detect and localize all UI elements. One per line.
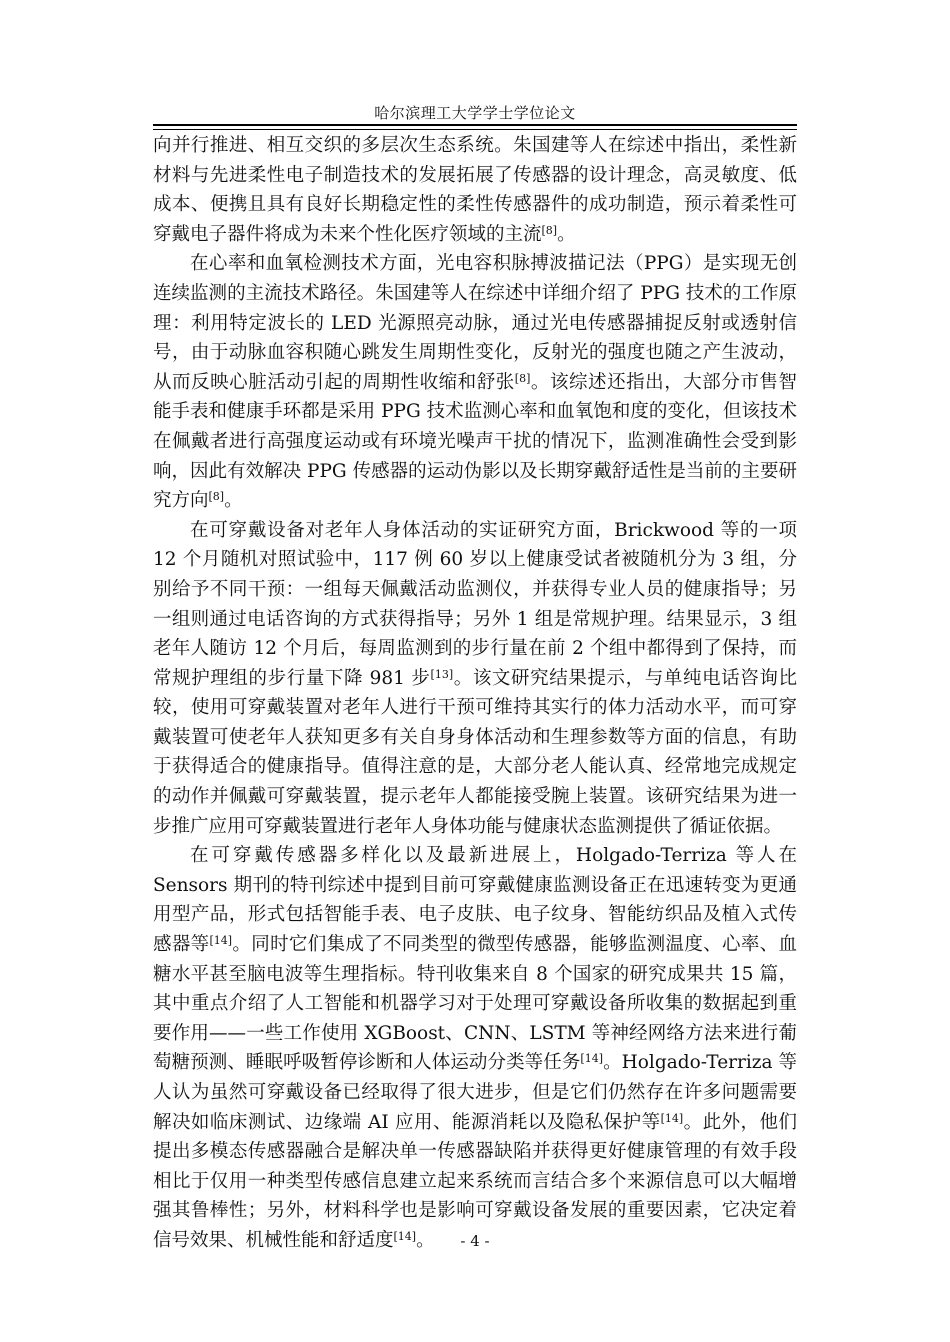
paragraph-text: 。 bbox=[224, 490, 243, 512]
citation-ref: [14] bbox=[660, 1111, 684, 1125]
running-header: 哈尔滨理工大学学士学位论文 bbox=[374, 104, 576, 122]
body-text bbox=[153, 131, 797, 1256]
paragraph bbox=[153, 249, 797, 515]
page-number: - 4 - bbox=[460, 1232, 490, 1250]
paragraph bbox=[153, 841, 797, 1255]
paragraph-text: 。同时它们集成了不同类型的微型传感器，能够监测温度、心率、血糖水平甚至脑电波等生理指标。特刊收集来自 8 个国家的研究成果共 15 篇，其中重点介绍了人工智能和机器学习对于处理可穿戴设备所收集的数据起到重要作用——一些工作使用 XGBoost、CNN、LSTM 等神经网络方法来进行葡萄糖预测、睡眠呼吸暂停诊断和人体运动分类等任务 bbox=[153, 934, 797, 1074]
paragraph-text: 。此外，他们提出多模态传感器融合是解决单一传感器缺陷并获得更好健康管理的有效手段相比于仅用一种类型传感信息建立起来系统而言结合多个来源信息可以大幅增强其鲁棒性；另外，材料科学也是影响可穿戴设备发展的重要因素，它决定着信号效果、机械性能和舒适度 bbox=[153, 1111, 797, 1251]
paragraph bbox=[153, 516, 797, 842]
header-rule-thick bbox=[153, 124, 797, 126]
citation-ref: [14] bbox=[580, 1052, 603, 1066]
paragraph-text: 在可穿戴设备对老年人身体活动的实证研究方面，Brickwood 等的一项 12 个月随机对照试验中，117 例 60 岁以上健康受试者被随机分为 3 组，分别给予不同干预：一组每天佩戴活动监测仪，并获得专业人员的健康指导；另一组则通过电话咨询的方式获得指导；另外 1 组是常规护理。结果显示，3 组老年人随访 12 个月后，每周监测到的步行量在前 2 个组中都得到了保持，而常规护理组的步行量下降 981 步 bbox=[153, 519, 797, 689]
citation-ref: [8] bbox=[514, 371, 531, 385]
citation-ref: [14] bbox=[393, 1229, 417, 1243]
paragraph-text: 。 bbox=[557, 223, 576, 245]
paragraph-text: 向并行推进、相互交织的多层次生态系统。朱国建等人在综述中指出，柔性新材料与先进柔性电子制造技术的发展拓展了传感器的设计理念，高灵敏度、低成本、便携且具有良好长期稳定性的柔性传感器件的成功制造，预示着柔性可穿戴电子器件将成为未来个性化医疗领域的主流 bbox=[153, 135, 797, 245]
paragraph-text: 。Holgado-Terriza 等人认为虽然可穿戴设备已经取得了很大进步，但是它们仍然存在许多问题需要解决如临床测试、边缘端 AI 应用、能源消耗以及隐私保护等 bbox=[153, 1052, 797, 1133]
citation-ref: [13] bbox=[430, 667, 454, 681]
paragraph-text: 在心率和血氧检测技术方面，光电容积脉搏波描记法（PPG）是实现无创连续监测的主流技术路径。朱国建等人在综述中详细介绍了 PPG 技术的工作原理：利用特定波长的 LED 光源照亮动脉，通过光电传感器捕捉反射或透射信号，由于动脉血容积随心跳发生周期性变化，反射光的强度也随之产生波动，从而反映心脏活动引起的周期性收缩和舒张 bbox=[153, 253, 797, 393]
citation-ref: [8] bbox=[208, 490, 225, 504]
citation-ref: [14] bbox=[209, 934, 233, 948]
paragraph bbox=[153, 131, 797, 249]
header-rule-thin bbox=[153, 129, 797, 130]
paragraph-text: 。 bbox=[416, 1229, 435, 1251]
citation-ref: [8] bbox=[541, 223, 558, 237]
paragraph-text: 在可穿戴传感器多样化以及最新进展上，Holgado-Terriza 等人在 Sensors 期刊的特刊综述中提到目前可穿戴健康监测设备正在迅速转变为更通用型产品，形式包括智能手表、电子皮肤、电子纹身、智能纺织品及植入式传感器等 bbox=[153, 845, 797, 956]
paragraph-text: 。该综述还指出，大部分市售智能手表和健康手环都是采用 PPG 技术监测心率和血氧饱和度的变化，但该技术在佩戴者进行高强度运动或有环境光噪声干扰的情况下，监测准确性会受到影响，因此有效解决 PPG 传感器的运动伪影以及长期穿戴舒适性是当前的主要研究方向 bbox=[153, 371, 797, 512]
paragraph-text: 。该文研究结果提示，与单纯电话咨询比较，使用可穿戴装置对老年人进行干预可维持其实行的体力活动水平，而可穿戴装置可使老年人获知更多有关自身身体活动和生理参数等方面的信息，有助于获得适合的健康指导。值得注意的是，大部分老人能认真、经常地完成规定的动作并佩戴可穿戴装置，提示老年人都能接受腕上装置。该研究结果为进一步推广应用可穿戴装置进行老年人身体功能与健康状态监测提供了循证依据。 bbox=[153, 667, 797, 837]
